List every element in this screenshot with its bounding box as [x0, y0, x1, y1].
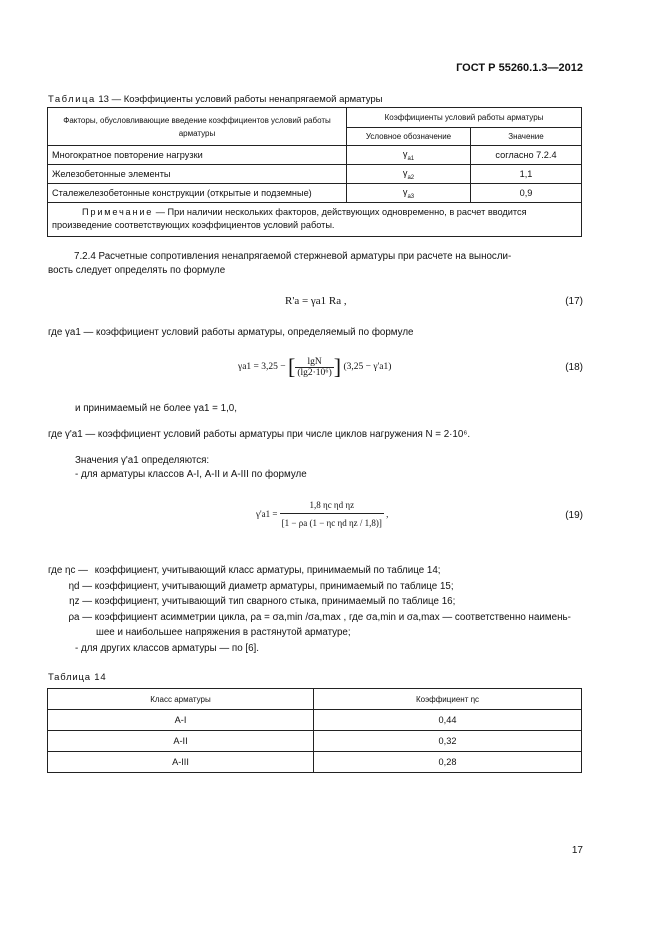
- symbol-cell: $\gamma_{a2}$: [347, 165, 471, 184]
- table-row: Многократное повторение нагрузки $\gamma_{a1}$ согласно 7.2.4: [48, 146, 582, 165]
- list-item: шее и наибольшее напряжения в растянутой арматуре;: [96, 627, 351, 638]
- table13-caption: Таблица 13 — Коэффициенты условий работы ненапрягаемой арматуры: [48, 94, 383, 105]
- list-item: ηd — коэффициент, учитывающий диаметр арматуры, принимаемый по таблице 15;: [68, 580, 454, 592]
- formula-19: γ'a1 = $\frac{\text{1,8 ηc ηd ηz}}{\text{[1 − ρa (1 − ηc ηd ηz / 1,8)]}}$ ,: [256, 500, 389, 528]
- table-row: A-I 0,44: [48, 710, 582, 731]
- formula-18-number: (18): [565, 362, 583, 373]
- list-item: ρa — коэффициент асимметрии цикла, ρa = σa,min /σa,max , где σa,min и σa,max — соответственно наимень-: [68, 611, 571, 623]
- symbol-cell: $\gamma_{a3}$: [347, 184, 471, 203]
- list-item: - для других классов арматуры — по [6].: [75, 642, 259, 654]
- limit-text: и принимаемый не более γa1 = 1,0,: [75, 403, 237, 414]
- table13-header-coeffs: Коэффициенты условий работы арматуры: [347, 108, 582, 128]
- table13-note: Примечание — При наличии нескольких факторов, действующих одновременно, в расчет вводится произведение соответствующих коэффициентов условий работы.: [48, 203, 582, 237]
- table14-caption: Таблица 14: [48, 672, 107, 683]
- formula-19-number: (19): [565, 510, 583, 521]
- table13-header-value: Значение: [471, 128, 582, 146]
- list-item: где ηc — коэффициент, учитывающий класс арматуры, принимаемый по таблице 14;: [48, 565, 441, 576]
- classes-line: - для арматуры классов А-I, А-II и А-III по формуле: [75, 469, 307, 480]
- formula-18: γa1 = 3,25 − [ $\frac{\lg N}{\text{(lg2·10⁶)}}$ ] (3,25 − γ'a1): [238, 354, 392, 379]
- values-line: Значения γ'a1 определяются:: [75, 455, 210, 466]
- table13-header-symbol: Условное обозначение: [347, 128, 471, 146]
- paragraph-7-2-4: 7.2.4 Расчетные сопротивления ненапрягаемой стержневой арматуры при расчете на выносли- вость следует определять по формуле: [48, 251, 512, 276]
- formula-18-fraction: $\frac{\lg N}{\text{(lg2·10⁶)}}$: [297, 356, 332, 378]
- table-row: Железобетонные элементы $\gamma_{a2}$ 1,1: [48, 165, 582, 184]
- table14: [47, 688, 582, 773]
- table14-header-class: Класс арматуры: [48, 689, 314, 710]
- table14-header-coef: Коэффициент ηc: [314, 689, 582, 710]
- document-code: ГОСТ Р 55260.1.3—2012: [456, 62, 583, 74]
- list-item: ηz — коэффициент, учитывающий тип сварного стыка, принимаемый по таблице 16;: [69, 596, 456, 607]
- table13-header-factors: Факторы, обусловливающие введение коэффициентов условий работы арматуры: [48, 108, 347, 146]
- formula-17-number: (17): [565, 296, 583, 307]
- formula-17: R'a = γa1 Ra ,: [285, 295, 347, 307]
- where-list: [48, 563, 588, 656]
- table-row: A-III 0,28: [48, 752, 582, 773]
- where-gamma-prime: где γ'a1 — коэффициент условий работы арматуры при числе циклов нагружения N = 2·10⁶.: [48, 429, 471, 440]
- page-number: 17: [571, 845, 583, 856]
- symbol-cell: $\gamma_{a1}$: [347, 146, 471, 165]
- formula-19-fraction: $\frac{\text{1,8 ηc ηd ηz}}{\text{[1 − ρa (1 − ηc ηd ηz / 1,8)]}}$: [281, 500, 382, 528]
- where-gamma-a1: где γa1 — коэффициент условий работы арматуры, определяемый по формуле: [48, 327, 414, 338]
- table-row: A-II 0,32: [48, 731, 582, 752]
- table-row: Сталежелезобетонные конструкции (открытые и подземные) $\gamma_{a3}$ 0,9: [48, 184, 582, 203]
- table13: [47, 107, 582, 237]
